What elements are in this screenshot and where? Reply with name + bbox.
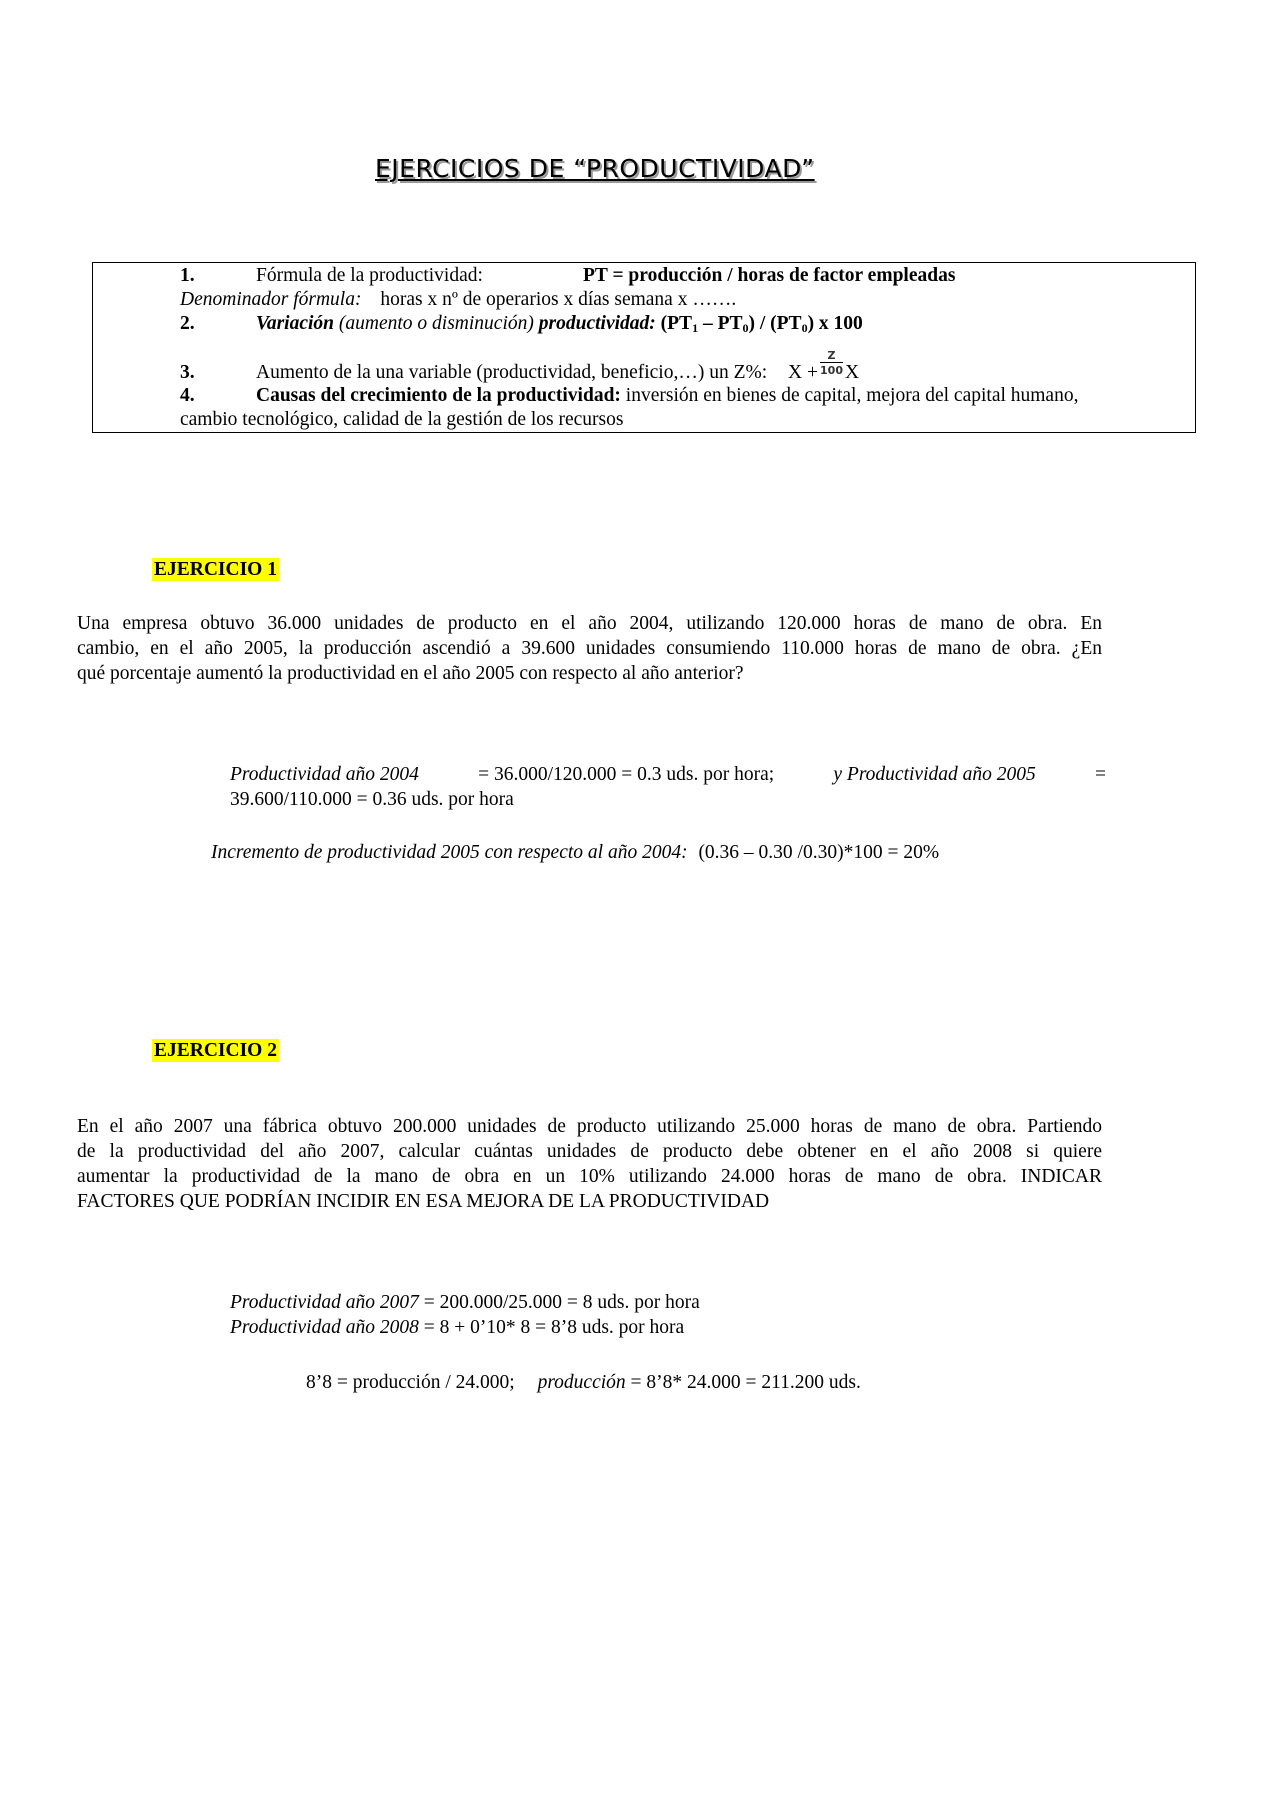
item-number: 2. bbox=[180, 313, 195, 334]
item4-text-a: inversión en bienes de capital, mejora del capital humano, bbox=[625, 385, 1079, 406]
productivity-2008-label: Productividad año 2008 bbox=[230, 1317, 419, 1338]
variation-formula: $(PT_1 - PT_0) / (PT_0)$ x 100 bbox=[660, 313, 863, 335]
exercise-2-solution-line-1 bbox=[230, 1290, 700, 1315]
item3-text: Aumento de la una variable (productividad, beneficio,…) un Z%: bbox=[256, 361, 768, 383]
productivity-formula: PT = producción / horas de factor empleadas bbox=[583, 265, 956, 286]
z-over-100-fraction bbox=[820, 349, 843, 387]
item4-text-b: cambio tecnológico, calidad de la gestión de los recursos bbox=[180, 409, 624, 430]
item3-x2: X bbox=[844, 361, 860, 383]
exercise-2-solution-line-3 bbox=[306, 1370, 861, 1395]
exercise-2-line-1: En el año 2007 una fábrica obtuvo 200.000 unidades de producto utilizando 25.000 horas de mano de obra. Partiendo bbox=[77, 1116, 1102, 1137]
exercise-1-heading: EJERCICIO 1 bbox=[154, 559, 277, 580]
exercise-1-increment bbox=[211, 840, 939, 865]
exercise-1-solution-line-2: 39.600/110.000 = 0.36 uds. por hora bbox=[230, 789, 514, 810]
exercise-1-line-3: qué porcentaje aumentó la productividad en el año 2005 con respecto al año anterior? bbox=[77, 663, 744, 684]
item1-label: Fórmula de la productividad: bbox=[256, 265, 483, 286]
item2-label: Variación bbox=[256, 313, 335, 334]
production-result: = 8’8* 24.000 = 211.200 uds. bbox=[630, 1372, 861, 1393]
denominator-label: Denominador fórmula: bbox=[180, 289, 362, 310]
denominator-line bbox=[180, 288, 736, 312]
item-number: 4. bbox=[180, 385, 195, 406]
exercise-1-line-2: cambio, en el año 2005, la producción ascendió a 39.600 unidades consumiendo 110.000 horas de mano de obra. ¿En bbox=[77, 638, 1102, 659]
productivity-2005-label: y Productividad año 2005 bbox=[833, 764, 1036, 785]
productivity-2004-label: Productividad año 2004 bbox=[230, 764, 419, 785]
productivity-2004-value: = 36.000/120.000 = 0.3 uds. por hora; bbox=[478, 764, 775, 785]
formula-item-1 bbox=[180, 264, 483, 288]
exercise-2-line-2: de la productividad del año 2007, calcular cuántas unidades de producto debe obtener en el año 2008 si quiere bbox=[77, 1141, 1102, 1162]
item3-x1: X + bbox=[788, 361, 819, 383]
item2-paren: (aumento o disminución) bbox=[338, 313, 534, 334]
item-number: 3. bbox=[180, 361, 195, 383]
formula-item-4 bbox=[180, 384, 1078, 408]
fraction-denominator: 100 bbox=[820, 364, 843, 377]
exercise-2-heading: EJERCICIO 2 bbox=[154, 1040, 277, 1061]
item4-label: Causas del crecimiento de la productividad: bbox=[256, 385, 621, 406]
exercise-2-line-4: FACTORES QUE PODRÍAN INCIDIR EN ESA MEJORA DE LA PRODUCTIVIDAD bbox=[77, 1191, 770, 1212]
item2-label-b: productividad: bbox=[538, 313, 656, 334]
exercise-2-line-3: aumentar la productividad de la mano de obra en un 10% utilizando 24.000 horas de mano de obra. INDICAR bbox=[77, 1166, 1102, 1187]
item-number: 1. bbox=[180, 265, 195, 286]
productivity-2007-value: = 200.000/25.000 = 8 uds. por hora bbox=[423, 1292, 700, 1313]
exercise-1-solution-line-1 bbox=[230, 762, 1106, 787]
page-title: EJERCICIOS DE “PRODUCTIVIDAD” bbox=[375, 154, 815, 183]
fraction-numerator: Z bbox=[820, 350, 843, 363]
increment-label: Incremento de productividad 2005 con respecto al año 2004: bbox=[211, 842, 688, 863]
denominator-text: horas x nº de operarios x días semana x ……. bbox=[380, 289, 737, 310]
increment-value: (0.36 – 0.30 /0.30)*100 = 20% bbox=[698, 842, 940, 863]
exercise-1-line-1: Una empresa obtuvo 36.000 unidades de producto en el año 2004, utilizando 120.000 horas de mano de obra. En bbox=[77, 613, 1102, 634]
production-label: producción bbox=[537, 1372, 626, 1393]
productivity-2007-label: Productividad año 2007 bbox=[230, 1292, 419, 1313]
productivity-2008-value: = 8 + 0’10* 8 = 8’8 uds. por hora bbox=[423, 1317, 685, 1338]
exercise-2-solution-line-2 bbox=[230, 1315, 684, 1340]
production-equation: 8’8 = producción / 24.000; bbox=[306, 1372, 515, 1393]
equals-sign: = bbox=[1094, 764, 1106, 785]
formula-item-2 bbox=[180, 312, 863, 340]
formula-item-3 bbox=[180, 349, 860, 387]
